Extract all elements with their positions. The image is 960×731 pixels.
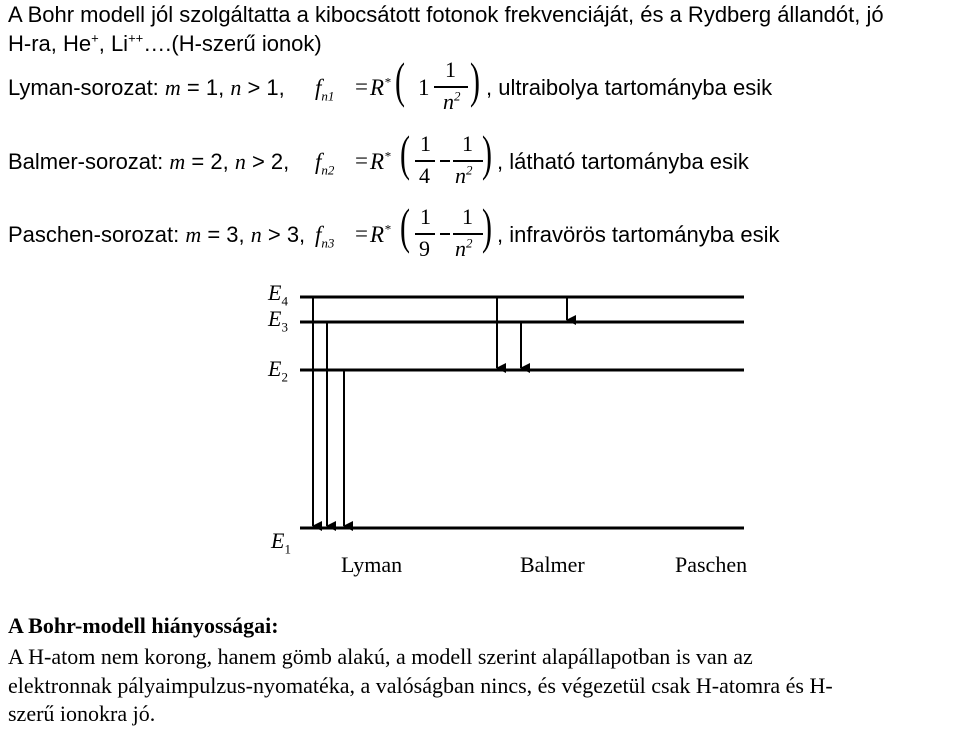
- series-label: Lyman-sorozat:: [8, 75, 165, 100]
- numerator: 1: [462, 204, 473, 229]
- den-exponent: 2: [466, 235, 473, 251]
- level-index: 2: [281, 369, 288, 385]
- condition-text: = 2,: [185, 149, 235, 174]
- f-letter: f: [315, 149, 322, 174]
- series-label: Paschen-sorozat:: [8, 222, 186, 247]
- den-n: n: [455, 236, 466, 261]
- li-charge: ++: [128, 30, 144, 46]
- equals-sign: =: [355, 74, 368, 99]
- var-n: n: [230, 75, 242, 100]
- condition-text: > 3,: [261, 222, 306, 247]
- series-label-lyman: Lyman: [341, 552, 403, 577]
- condition-text: = 1,: [180, 75, 231, 100]
- shortcomings-line-3: szerű ionokra jó.: [8, 701, 156, 726]
- var-m: m: [185, 222, 202, 247]
- intro-line-1: A Bohr modell jól szolgáltatta a kibocsátott fotonok frekvenciáját, és a Rydberg állandót, jó: [8, 2, 884, 27]
- E-letter: E: [271, 528, 285, 553]
- intro-text: , Li: [98, 31, 129, 56]
- E-letter: E: [268, 280, 282, 305]
- denominator: 4: [419, 163, 430, 188]
- f-letter: f: [315, 222, 322, 247]
- denominator: 9: [419, 236, 430, 261]
- den-exponent: 2: [454, 88, 461, 104]
- intro-text: H-ra, He: [8, 31, 92, 56]
- R-letter: R: [370, 75, 385, 100]
- var-n: n: [234, 149, 246, 174]
- numerator: 1: [420, 204, 431, 229]
- balmer-description: , látható tartományba esik: [497, 149, 749, 174]
- star: *: [384, 148, 391, 164]
- condition-text: > 2,: [245, 149, 290, 174]
- f-subscript: n2: [321, 162, 335, 178]
- level-index: 1: [284, 541, 291, 557]
- left-paren-icon: (: [395, 52, 405, 108]
- equals-sign: =: [355, 221, 368, 246]
- level-index: 4: [281, 293, 288, 309]
- series-label-paschen: Paschen: [675, 552, 748, 577]
- left-paren-icon: (: [400, 198, 410, 254]
- level-label-e2: [268, 356, 288, 385]
- den-n: n: [455, 163, 466, 188]
- var-m: m: [164, 75, 181, 100]
- f-subscript: n3: [321, 235, 335, 251]
- one: 1: [418, 75, 430, 100]
- shortcomings-line-2: elektronnak pályaimpulzus-nyomatéka, a valóságban nincs, és végezetül csak H-atomra és H-: [8, 673, 833, 698]
- numerator: 1: [462, 131, 473, 156]
- numerator: 1: [445, 57, 456, 82]
- intro-text: ….(H-szerű ionok): [143, 31, 322, 56]
- right-paren-icon: ): [470, 52, 480, 108]
- E-letter: E: [268, 306, 282, 331]
- star: *: [384, 74, 391, 90]
- R-letter: R: [370, 149, 385, 174]
- right-paren-icon: ): [482, 198, 492, 254]
- left-paren-icon: (: [400, 125, 410, 181]
- series-label: Balmer-sorozat:: [8, 149, 170, 174]
- level-label-e3: [268, 306, 288, 335]
- f-letter: f: [315, 75, 322, 100]
- den-n: n: [443, 89, 454, 114]
- E-letter: E: [268, 356, 282, 381]
- f-subscript: n1: [321, 88, 335, 104]
- level-label-e4: [268, 280, 288, 309]
- den-exponent: 2: [466, 162, 473, 178]
- var-n: n: [250, 222, 262, 247]
- shortcomings-line-1: A H-atom nem korong, hanem gömb alakú, a modell szerint alapállapotban is van az: [8, 644, 753, 669]
- level-label-e1: [271, 528, 291, 557]
- numerator: 1: [420, 131, 431, 156]
- shortcomings-title: A Bohr-modell hiányosságai:: [8, 613, 279, 638]
- condition-text: = 3,: [201, 222, 251, 247]
- var-m: m: [169, 149, 186, 174]
- lyman-description: , ultraibolya tartományba esik: [486, 75, 773, 100]
- right-paren-icon: ): [482, 125, 492, 181]
- he-charge: +: [91, 30, 99, 46]
- condition-text: > 1,: [241, 75, 285, 100]
- star: *: [384, 221, 391, 237]
- R-letter: R: [370, 222, 385, 247]
- level-index: 3: [281, 319, 288, 335]
- paschen-description: , infravörös tartományba esik: [497, 222, 780, 247]
- equals-sign: =: [355, 148, 368, 173]
- series-label-balmer: Balmer: [520, 552, 585, 577]
